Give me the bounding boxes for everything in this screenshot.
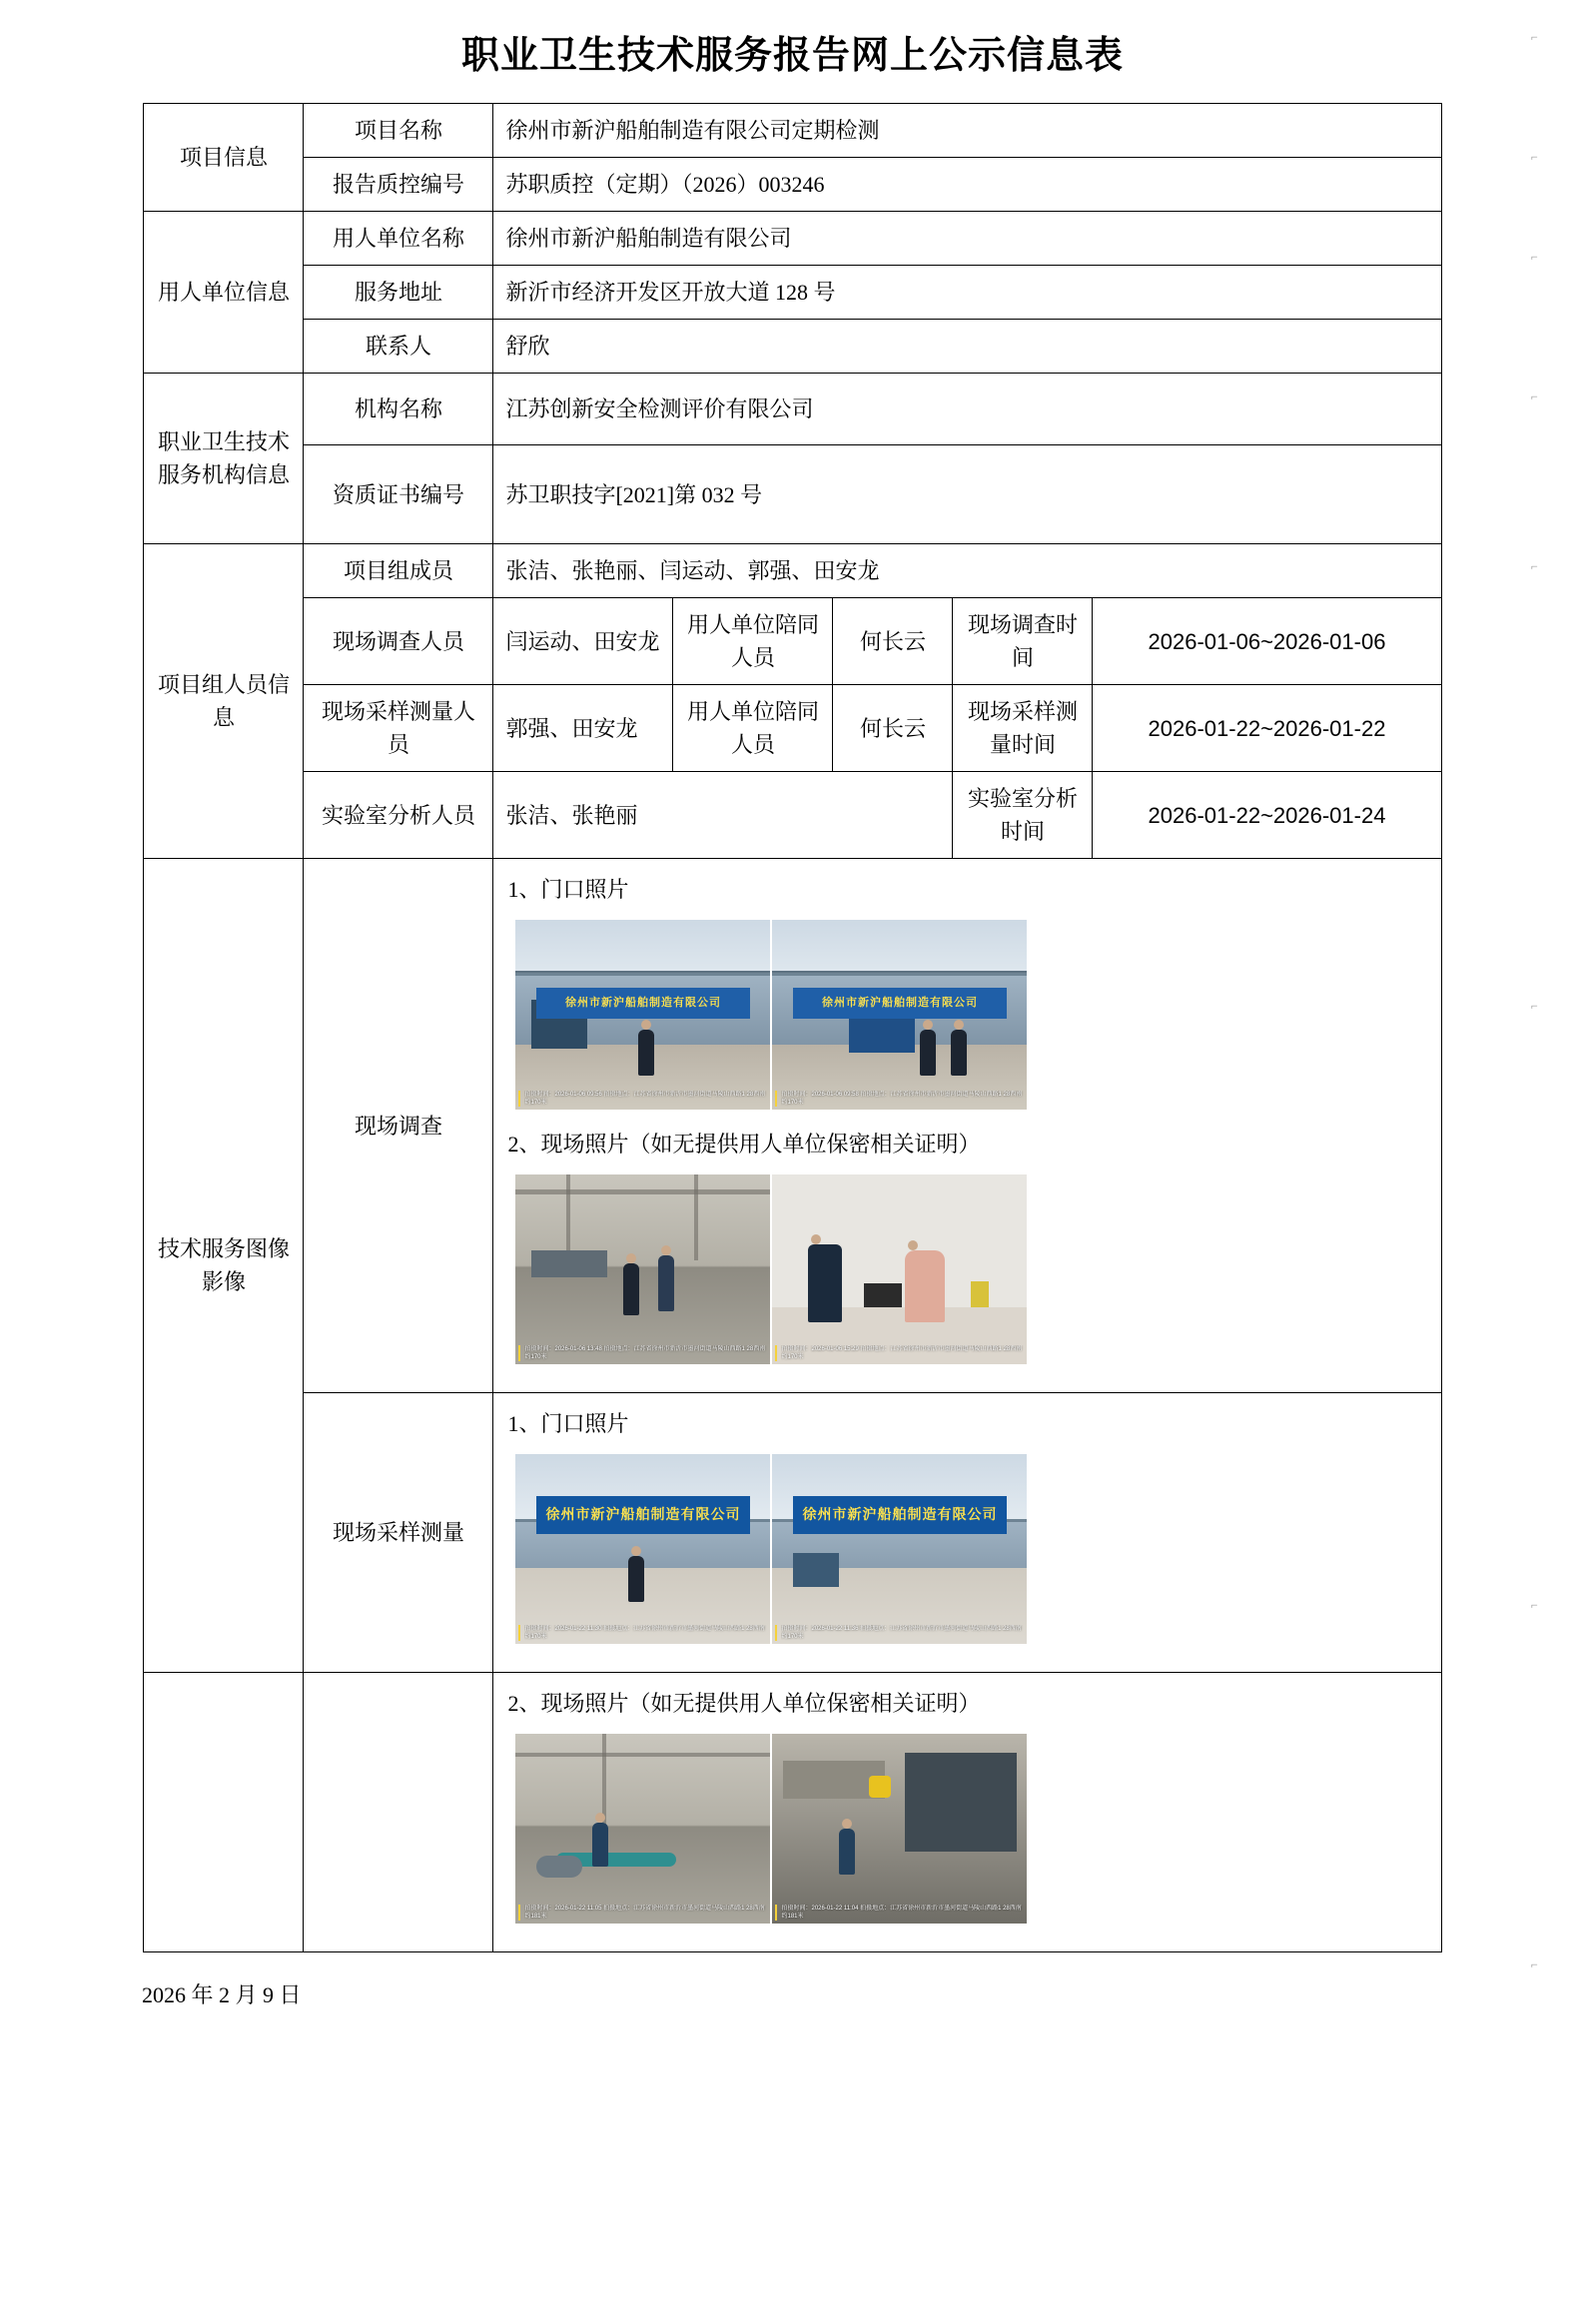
table-row <box>144 374 1441 445</box>
survey-gate-photo-group <box>505 920 1428 1110</box>
row-label-images-survey: 现场调查 <box>304 859 493 1393</box>
sampling-gate-photo-group <box>505 1454 1428 1644</box>
survey-gate-photo-1 <box>515 920 770 1110</box>
value-contact: 舒欣 <box>493 320 1441 374</box>
value-lab-staff: 张洁、张艳丽 <box>493 772 953 859</box>
table-row <box>144 772 1441 859</box>
table-row <box>144 544 1441 598</box>
table-row <box>144 598 1441 685</box>
row-label-employer-name: 用人单位名称 <box>304 212 493 266</box>
sampling-site-photo-2-stamp: 拍摄时间：2026-01-22 11:04 拍摄地点：江苏省徐州市新沂市墨河街道马陵山西路1 28西南约181米 <box>775 1905 1024 1921</box>
row-label-report-qc-no: 报告质控编号 <box>304 158 493 212</box>
value-sampling-accompany: 何长云 <box>833 685 953 772</box>
survey-gate-photo-2 <box>772 920 1027 1110</box>
value-service-address: 新沂市经济开发区开放大道 128 号 <box>493 266 1441 320</box>
sampling-gate-photo-1 <box>515 1454 770 1644</box>
value-survey-time: 2026-01-06~2026-01-06 <box>1093 598 1441 685</box>
value-sampling-staff: 郭强、田安龙 <box>493 685 673 772</box>
sampling-gate-photo-1-stamp: 拍摄时间：2026-01-22 11:30 拍摄地点：江苏省徐州市新沂市墨河街道马陵山西路1 28西南约170米 <box>518 1625 767 1641</box>
row-label-survey-accompany: 用人单位陪同人员 <box>673 598 833 685</box>
caption-sampling-gate: 1、门口照片 <box>507 1411 629 1436</box>
value-project-name: 徐州市新沪船舶制造有限公司定期检测 <box>493 104 1441 158</box>
value-survey-staff: 闫运动、田安龙 <box>493 598 673 685</box>
table-row <box>144 685 1441 772</box>
survey-gate-photo-1-stamp: 拍摄时间：2026-01-06 09:56 拍摄地点：江苏省徐州市新沂市墨河街道马陵山西路1 28西南约170米 <box>518 1091 767 1107</box>
table-row <box>144 1393 1441 1673</box>
survey-gate-photo-2-stamp: 拍摄时间：2026-01-06 09:58 拍摄地点：江苏省徐州市新沂市墨河街道马陵山西路1 28西南约170米 <box>775 1091 1024 1107</box>
cell-survey-photos <box>493 859 1441 1393</box>
caption-sampling-site: 2、现场照片（如无提供用人单位保密相关证明） <box>507 1691 981 1716</box>
row-label-project-name: 项目名称 <box>304 104 493 158</box>
row-label-sampling-staff: 现场采样测量人员 <box>304 685 493 772</box>
table-row <box>144 320 1441 374</box>
value-survey-accompany: 何长云 <box>833 598 953 685</box>
survey-site-photo-2-stamp: 拍摄时间：2026-01-06 15:29 拍摄地点：江苏省徐州市新沂市墨河街道马陵山西路1 28西南约170米 <box>775 1345 1024 1361</box>
caption-survey-gate: 1、门口照片 <box>507 877 629 902</box>
row-label-service-address: 服务地址 <box>304 266 493 320</box>
row-label-project-info: 项目信息 <box>144 104 304 212</box>
sampling-site-photo-1-stamp: 拍摄时间：2026-01-22 11:05 拍摄地点：江苏省徐州市新沂市墨河街道马陵山西路1 28西南约181米 <box>518 1905 767 1921</box>
row-label-employer-info: 用人单位信息 <box>144 212 304 374</box>
value-sampling-time: 2026-01-22~2026-01-22 <box>1093 685 1441 772</box>
value-license-no: 苏卫职技字[2021]第 032 号 <box>493 445 1441 544</box>
row-label-images <box>144 859 304 1673</box>
value-agency-name: 江苏创新安全检测评价有限公司 <box>493 374 1441 445</box>
document-page: 职业卫生技术服务报告网上公示信息表 项目信息 项目名称 徐州市新沪船舶制造有限公司定期检测 报告质控编号 苏职质控（定期）（2026）003246 用人单位信息 用人单位名称 徐州市新沪船舶制造有限公司 服务地址 新沂市经济开发区开放大道 128 号 联系人 舒欣 职业卫生技术服务机构信息 机构名称 江苏创新安全检测评价有限公司 资质证书编号 苏卫职技字[2021]第 032 号 项目组人员信息 项目组成员 张洁、张艳丽、闫运动、郭强、田安龙 现场调查人员 闫运动、田安龙 用人单位陪同人员 何长云 现场调查时间 2026-01-06~2026-01-06 现场采样测量人员 郭强、田安龙 用人单位陪同人员 何长云 现场采样测量时间 2026-01-22~2026-01-22 实验室分析人员 张洁、张艳丽 实验室分析时间 2026-01-22~2026-01-24 技术服务图像影像 现场调查 1、门口照片 徐州市新沪船舶制造有限公司 拍摄时间：2026-01-06 09:56 拍摄地点：江苏省徐州市新沂市墨河街道马陵山西路1 28西南约170米 徐州市新沪船舶制造有限公司 拍摄时间：2026-01-06 09:58 拍摄地点：江苏省徐州市新沂市墨河街道马陵山西路1 28西南约170米 2、现场照片（如无提供用人单位保密相关证明） 拍摄时间：2026-01-06 13:48 拍摄地点：江苏省徐州市新沂市墨河街道马陵山西路1 28西南约170米 拍摄时间：2026-01-06 15:29 拍摄地点：江苏省徐州市新沂市墨河街道马陵山西路1 28西南约170米 现场采样测量 1、门口照片 徐州市新沪船舶制造有限公司 拍摄时间：2026-01-22 11:30 拍摄地点：江苏省徐州市新沂市墨河街道马陵山西路1 28西南约170米 徐州市新沪船舶制造有限公司 拍摄时间：2026-01-22 11:36 拍摄地点：江苏省徐州市新沂市墨河街道马陵山西路1 28西南约170米 2、现场照片（如无提供用人单位保密相关证明） 拍摄时间：2026-01-22 11:05 拍摄地点：江苏省徐州市新沂市墨河街道马陵山西路1 28西南约181米 拍摄时间：2026-01-22 11:04 拍摄地点：江苏省徐州市新沂市墨河街道马陵山西路1 28西南约181米 2026 年 2 月 9 日 ⌐ ⌐ ⌐ ⌐ ⌐ ⌐ ⌐ ⌐ <box>0 0 1585 2324</box>
caption-survey-site: 2、现场照片（如无提供用人单位保密相关证明） <box>507 1132 981 1157</box>
value-lab-time: 2026-01-22~2026-01-24 <box>1093 772 1441 859</box>
survey-site-photo-1 <box>515 1174 770 1364</box>
footer-date: 2026 年 2 月 9 日 <box>142 1982 302 2007</box>
value-team-members: 张洁、张艳丽、闫运动、郭强、田安龙 <box>493 544 1441 598</box>
row-label-agency-name: 机构名称 <box>304 374 493 445</box>
table-row <box>144 266 1441 320</box>
table-row <box>144 212 1441 266</box>
sampling-gate-photo-1-sign: 徐州市新沪船舶制造有限公司 <box>536 1496 750 1534</box>
row-label-sampling-accompany: 用人单位陪同人员 <box>673 685 833 772</box>
row-label-survey-time: 现场调查时间 <box>953 598 1093 685</box>
survey-site-photo-1-stamp: 拍摄时间：2026-01-06 13:48 拍摄地点：江苏省徐州市新沂市墨河街道马陵山西路1 28西南约170米 <box>518 1345 767 1361</box>
row-label-survey-staff: 现场调查人员 <box>304 598 493 685</box>
row-label-contact: 联系人 <box>304 320 493 374</box>
sampling-gate-photo-2-sign: 徐州市新沪船舶制造有限公司 <box>793 1496 1007 1534</box>
value-report-qc-no: 苏职质控（定期）（2026）003246 <box>493 158 1441 212</box>
row-label-team-info: 项目组人员信息 <box>144 544 304 859</box>
sampling-site-photo-1 <box>515 1734 770 1924</box>
row-label-images-continued <box>144 1673 304 1952</box>
survey-site-photo-group <box>505 1174 1428 1364</box>
table-row <box>144 104 1441 158</box>
sampling-gate-photo-2-stamp: 拍摄时间：2026-01-22 11:36 拍摄地点：江苏省徐州市新沂市墨河街道马陵山西路1 28西南约170米 <box>775 1625 1024 1641</box>
images-label-text: 技术服务图像影像 <box>157 1236 290 1294</box>
survey-gate-photo-1-sign: 徐州市新沪船舶制造有限公司 <box>536 988 750 1018</box>
table-row <box>144 1673 1441 1952</box>
row-label-license-no: 资质证书编号 <box>304 445 493 544</box>
row-label-lab-staff: 实验室分析人员 <box>304 772 493 859</box>
row-label-images-sampling: 现场采样测量 <box>304 1393 493 1673</box>
value-employer-name: 徐州市新沪船舶制造有限公司 <box>493 212 1441 266</box>
row-label-team-members: 项目组成员 <box>304 544 493 598</box>
sampling-gate-photo-2 <box>772 1454 1027 1644</box>
row-label-images-sampling-continued <box>304 1673 493 1952</box>
row-label-lab-time: 实验室分析时间 <box>953 772 1093 859</box>
sampling-site-photo-2 <box>772 1734 1027 1924</box>
table-row <box>144 859 1441 1393</box>
public-disclosure-table <box>143 103 1441 1952</box>
cell-sampling-photos <box>493 1393 1441 1673</box>
sampling-site-photo-group <box>505 1734 1428 1924</box>
row-label-sampling-time: 现场采样测量时间 <box>953 685 1093 772</box>
table-row <box>144 445 1441 544</box>
survey-site-photo-2 <box>772 1174 1027 1364</box>
page-title: 职业卫生技术服务报告网上公示信息表 <box>460 35 1124 77</box>
survey-gate-photo-2-sign: 徐州市新沪船舶制造有限公司 <box>793 988 1007 1018</box>
table-row <box>144 158 1441 212</box>
row-label-agency-info: 职业卫生技术服务机构信息 <box>144 374 304 544</box>
cell-sampling-site-photos <box>493 1673 1441 1952</box>
